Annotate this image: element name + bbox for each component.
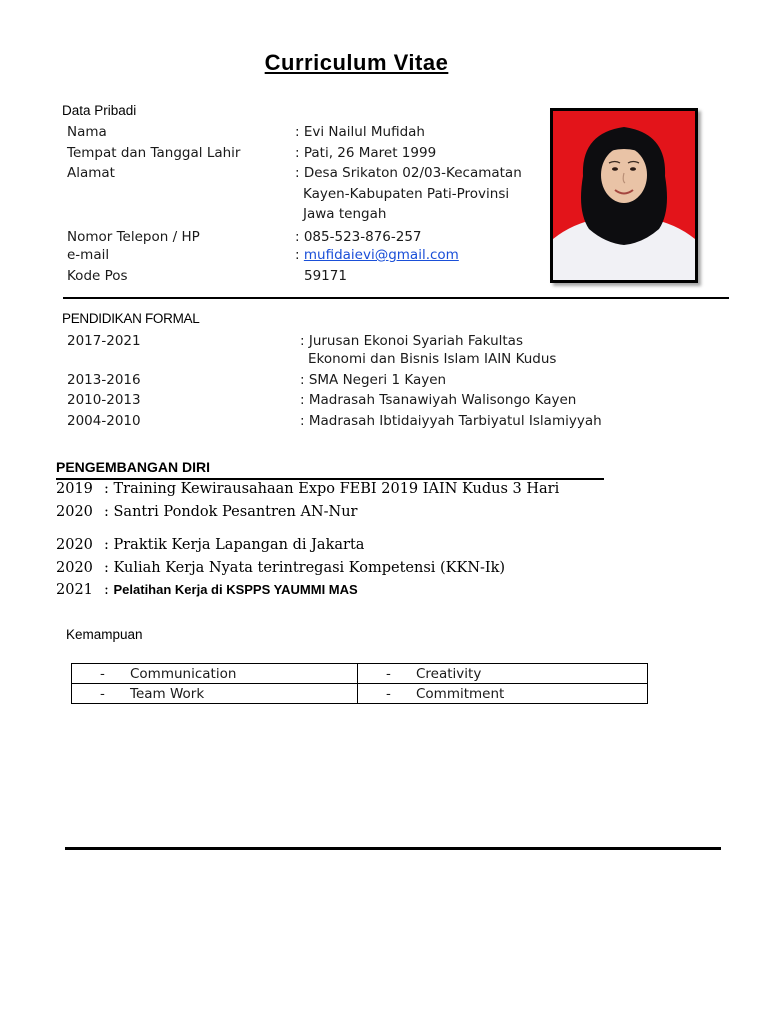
personal-value-address-1: : Desa Srikaton 02/03-Kecamatan	[295, 165, 522, 181]
personal-label-address: Alamat	[67, 165, 115, 181]
bullet-dash: -	[100, 685, 105, 702]
personal-value-postal: 59171	[304, 268, 347, 284]
bullet-dash: -	[386, 685, 391, 702]
personal-email-row	[295, 247, 459, 263]
development-item	[56, 504, 357, 520]
development-colon: :	[104, 582, 109, 598]
skill-cell	[358, 684, 648, 704]
skill-cell	[358, 664, 648, 684]
education-value-2: : SMA Negeri 1 Kayen	[300, 372, 447, 388]
development-year: 2020	[56, 560, 93, 576]
development-heading: PENGEMBANGAN DIRI	[56, 459, 211, 475]
skills-heading: Kemampuan	[66, 627, 143, 642]
education-years-4: 2004-2010	[67, 413, 141, 429]
development-year: 2020	[56, 537, 93, 553]
bullet-dash: -	[386, 665, 391, 682]
development-year: 2020	[56, 504, 93, 520]
personal-label-email: e-mail	[67, 247, 110, 263]
development-item	[56, 582, 358, 598]
personal-value-birth: : Pati, 26 Maret 1999	[295, 145, 437, 161]
education-heading: PENDIDIKAN FORMAL	[62, 311, 200, 326]
portrait-illustration	[553, 111, 695, 280]
development-text: : Praktik Kerja Lapangan di Jakarta	[104, 537, 365, 553]
skill-cell	[72, 664, 358, 684]
personal-label-name: Nama	[67, 124, 107, 140]
skill-name: Team Work	[130, 685, 205, 702]
development-text: : Kuliah Kerja Nyata terintregasi Kompetensi (KKN-Ik)	[104, 560, 506, 576]
table-row	[72, 664, 648, 684]
personal-heading: Data Pribadi	[62, 103, 137, 118]
education-value-1a: : Jurusan Ekonoi Syariah Fakultas	[300, 333, 523, 349]
table-row	[72, 684, 648, 704]
development-item	[56, 560, 505, 576]
personal-value-address-2: Kayen-Kabupaten Pati-Provinsi	[303, 186, 510, 202]
development-item	[56, 537, 364, 553]
education-years-3: 2010-2013	[67, 392, 141, 408]
profile-photo	[550, 108, 698, 283]
development-item	[56, 481, 559, 497]
personal-value-address-3: Jawa tengah	[303, 206, 387, 222]
skills-table	[71, 663, 648, 704]
email-link[interactable]: mufidaievi@gmail.com	[303, 247, 459, 263]
development-year: 2019	[56, 481, 93, 497]
development-text: Pelatihan Kerja di KSPPS YAUMMI MAS	[113, 582, 358, 597]
bullet-dash: -	[100, 665, 105, 682]
personal-value-phone: : 085-523-876-257	[295, 229, 422, 245]
education-years-2: 2013-2016	[67, 372, 141, 388]
skill-name: Creativity	[416, 665, 482, 682]
cv-title: Curriculum Vitae	[264, 50, 449, 75]
divider-development	[56, 478, 604, 480]
education-value-4: : Madrasah Ibtidaiyyah Tarbiyatul Islamiyyah	[300, 413, 602, 429]
skill-cell	[72, 684, 358, 704]
personal-label-birth: Tempat dan Tanggal Lahir	[67, 145, 241, 161]
education-value-1b: Ekonomi dan Bisnis Islam IAIN Kudus	[308, 351, 557, 367]
personal-value-name: : Evi Nailul Mufidah	[295, 124, 425, 140]
personal-label-postal: Kode Pos	[67, 268, 128, 284]
personal-label-phone: Nomor Telepon / HP	[67, 229, 200, 245]
education-years-1: 2017-2021	[67, 333, 141, 349]
education-value-3: : Madrasah Tsanawiyah Walisongo Kayen	[300, 392, 577, 408]
skill-name: Commitment	[416, 685, 505, 702]
email-colon: :	[295, 247, 300, 263]
development-text: : Santri Pondok Pesantren AN-Nur	[104, 504, 358, 520]
skill-name: Communication	[130, 665, 237, 682]
divider-bottom	[65, 847, 721, 850]
divider-personal	[63, 297, 729, 299]
development-year: 2021	[56, 582, 93, 598]
development-text: : Training Kewirausahaan Expo FEBI 2019 IAIN Kudus 3 Hari	[104, 481, 560, 497]
